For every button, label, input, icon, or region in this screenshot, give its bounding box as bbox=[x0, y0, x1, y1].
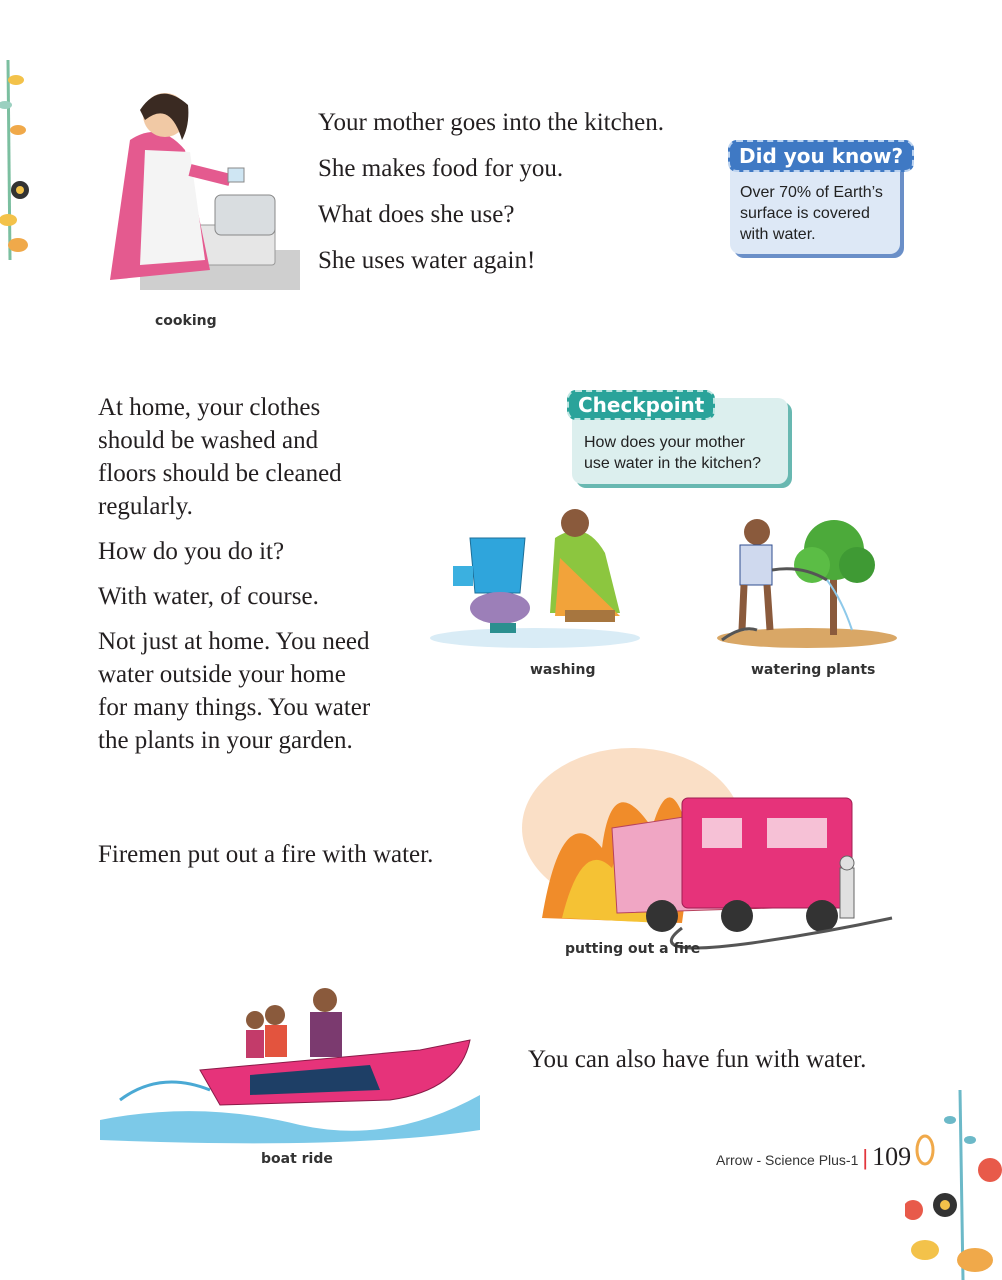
home-line-1: At home, your clothes bbox=[98, 394, 321, 421]
boat-ride-illustration bbox=[100, 980, 480, 1150]
checkpoint-line-1: How does your mother bbox=[584, 434, 745, 451]
kitchen-line-1: Your mother goes into the kitchen. bbox=[318, 109, 665, 136]
did-you-know-line-3: with water. bbox=[740, 226, 816, 243]
page-footer bbox=[716, 1142, 911, 1172]
boat-caption: boat ride bbox=[261, 1151, 333, 1167]
home-line-2: should be washed and bbox=[98, 427, 319, 454]
flower-decoration-right-icon bbox=[905, 1090, 1002, 1280]
checkpoint-title: Checkpoint bbox=[567, 390, 715, 420]
home-line-8: water outside your home bbox=[98, 661, 346, 688]
kitchen-line-4: She uses water again! bbox=[318, 247, 536, 274]
fire-caption: putting out a fire bbox=[565, 941, 701, 957]
did-you-know-text bbox=[740, 182, 883, 245]
page-number: 109 bbox=[872, 1142, 912, 1171]
checkpoint-text bbox=[584, 432, 761, 474]
home-line-3: floors should be cleaned bbox=[98, 460, 342, 487]
did-you-know-title: Did you know? bbox=[728, 140, 914, 172]
did-you-know-line-1: Over 70% of Earth’s bbox=[740, 184, 883, 201]
kitchen-line-3: What does she use? bbox=[318, 201, 515, 228]
kitchen-paragraph bbox=[318, 106, 664, 277]
home-line-4: regularly. bbox=[98, 493, 193, 520]
watering-plants-illustration bbox=[712, 510, 897, 652]
cooking-illustration bbox=[100, 80, 305, 308]
book-title: Arrow - Science Plus-1 bbox=[716, 1152, 859, 1168]
footer-separator: | bbox=[862, 1145, 869, 1170]
fire-illustration bbox=[522, 738, 898, 964]
flower-decoration-left-icon bbox=[0, 60, 40, 260]
fun-paragraph: You can also have fun with water. bbox=[528, 1046, 867, 1073]
home-line-7: Not just at home. You need bbox=[98, 628, 370, 655]
washing-caption: washing bbox=[530, 662, 596, 678]
cooking-caption: cooking bbox=[155, 313, 217, 329]
did-you-know-line-2: surface is covered bbox=[740, 205, 870, 222]
home-line-6: With water, of course. bbox=[98, 583, 319, 610]
firemen-paragraph: Firemen put out a fire with water. bbox=[98, 841, 434, 868]
watering-caption: watering plants bbox=[751, 662, 876, 678]
home-line-5: How do you do it? bbox=[98, 538, 285, 565]
home-line-10: the plants in your garden. bbox=[98, 727, 353, 754]
home-paragraph bbox=[98, 391, 370, 757]
home-line-9: for many things. You water bbox=[98, 694, 371, 721]
washing-illustration bbox=[425, 498, 650, 653]
kitchen-line-2: She makes food for you. bbox=[318, 155, 564, 182]
checkpoint-line-2: use water in the kitchen? bbox=[584, 455, 761, 472]
